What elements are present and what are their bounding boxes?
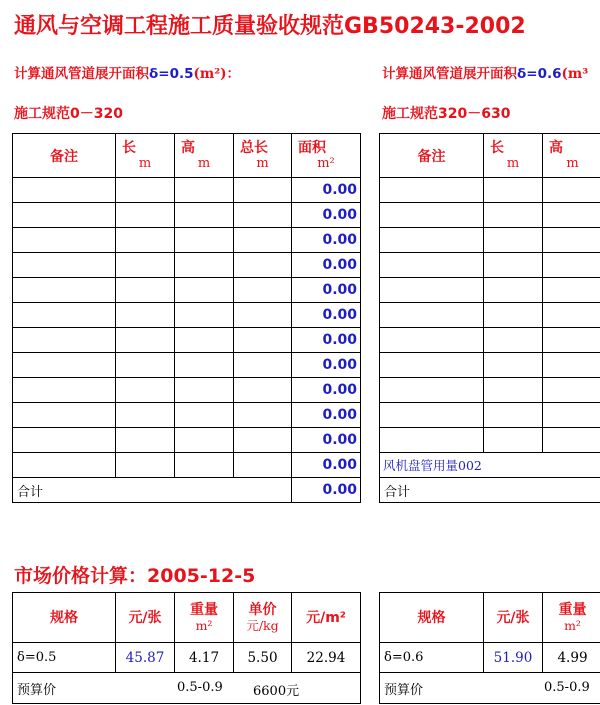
header-per-sheet: 元/张 <box>116 593 175 643</box>
area-value: 0.00 <box>292 428 361 453</box>
table-row <box>13 303 361 328</box>
left-market-table <box>12 592 361 704</box>
table-row <box>13 278 361 303</box>
right-calc-heading <box>382 62 588 82</box>
market-row <box>380 643 600 673</box>
right-header-row <box>380 134 600 178</box>
right-calc-label: 计算通风管道展开面积 <box>382 66 517 82</box>
table-row <box>13 253 361 278</box>
table-row <box>380 428 600 453</box>
budget-value: 6600元 <box>253 684 300 699</box>
market-header-row <box>380 593 600 643</box>
table-row <box>380 378 600 403</box>
weight-value: 4.17 <box>175 643 234 673</box>
left-unit: (m²)： <box>193 66 240 82</box>
table-row <box>13 178 361 203</box>
unit-price-value: 5.50 <box>234 643 292 673</box>
left-header-row <box>13 134 361 178</box>
per-m2-value: 22.94 <box>292 643 361 673</box>
total-label: 合计 <box>380 478 600 503</box>
table-row <box>13 353 361 378</box>
budget-label: 预算价 <box>17 682 57 698</box>
header-weight: 重量 m² <box>175 593 234 643</box>
header-length: 长 m <box>484 134 543 178</box>
area-value: 0.00 <box>292 178 361 203</box>
header-total-length: 总长 m <box>234 134 292 178</box>
budget-row <box>13 673 361 704</box>
area-value: 0.00 <box>292 303 361 328</box>
left-delta: δ=0.5 <box>149 66 194 82</box>
table-row <box>380 353 600 378</box>
note-row <box>380 453 600 478</box>
table-row <box>13 403 361 428</box>
header-per-m2: 元/m² <box>292 593 361 643</box>
table-row <box>380 303 600 328</box>
market-price-title: 市场价格计算：2005-12-5 <box>14 565 256 587</box>
market-row <box>13 643 361 673</box>
market-header-row <box>13 593 361 643</box>
header-remark: 备注 <box>13 134 116 178</box>
left-calc-label: 计算通风管道展开面积 <box>14 66 149 82</box>
table-row <box>380 328 600 353</box>
table-row <box>13 203 361 228</box>
table-row <box>13 378 361 403</box>
area-value: 0.00 <box>292 253 361 278</box>
per-sheet-value: 51.90 <box>484 643 543 673</box>
header-remark: 备注 <box>380 134 484 178</box>
area-value: 0.00 <box>292 403 361 428</box>
table-row <box>13 328 361 353</box>
page-title: 通风与空调工程施工质量验收规范GB50243-2002 <box>14 14 526 39</box>
total-row <box>380 478 600 503</box>
header-spec: 规格 <box>380 593 484 643</box>
header-length: 长 m <box>116 134 175 178</box>
header-spec: 规格 <box>13 593 116 643</box>
table-row <box>380 278 600 303</box>
area-value: 0.00 <box>292 453 361 478</box>
area-value: 0.00 <box>292 378 361 403</box>
area-value: 0.00 <box>292 278 361 303</box>
area-value: 0.00 <box>292 203 361 228</box>
total-label: 合计 <box>13 478 292 503</box>
area-value: 0.00 <box>292 228 361 253</box>
left-area-table <box>12 133 361 503</box>
weight-value: 4.99 <box>557 649 588 666</box>
table-row <box>380 203 600 228</box>
header-per-sheet: 元/张 <box>484 593 543 643</box>
table-row <box>380 228 600 253</box>
header-unit-price: 单价 元/kg <box>234 593 292 643</box>
delta-spec: δ=0.5 <box>13 643 116 673</box>
table-row <box>13 228 361 253</box>
header-height: 高 m <box>175 134 234 178</box>
right-market-table <box>379 592 600 704</box>
right-delta: δ=0.6 <box>517 66 562 82</box>
table-row <box>13 453 361 478</box>
total-value: 0.00 <box>292 478 361 503</box>
header-height: 高 m <box>543 134 600 178</box>
header-weight: 重量 m² <box>543 593 600 643</box>
area-value: 0.00 <box>292 353 361 378</box>
budget-range: 0.5-0.9 <box>177 680 223 695</box>
table-row <box>380 178 600 203</box>
table-row <box>380 253 600 278</box>
left-calc-heading <box>14 62 240 82</box>
table-row <box>13 428 361 453</box>
delta-spec: δ=0.6 <box>380 643 484 673</box>
table-row <box>380 403 600 428</box>
budget-range: 0.5-0.9 <box>544 680 590 695</box>
right-spec-label: 施工规范320－630 <box>382 106 511 122</box>
area-value: 0.00 <box>292 328 361 353</box>
per-sheet-value: 45.87 <box>116 643 175 673</box>
budget-label: 预算价 <box>384 682 424 698</box>
total-row <box>13 478 361 503</box>
right-unit: (m³ <box>561 66 589 82</box>
left-spec-label: 施工规范0－320 <box>14 106 123 122</box>
fan-coil-note: 风机盘管用量002 <box>380 453 600 478</box>
budget-row <box>380 673 600 704</box>
header-area: 面积 m² <box>292 134 361 178</box>
right-area-table <box>379 133 600 503</box>
